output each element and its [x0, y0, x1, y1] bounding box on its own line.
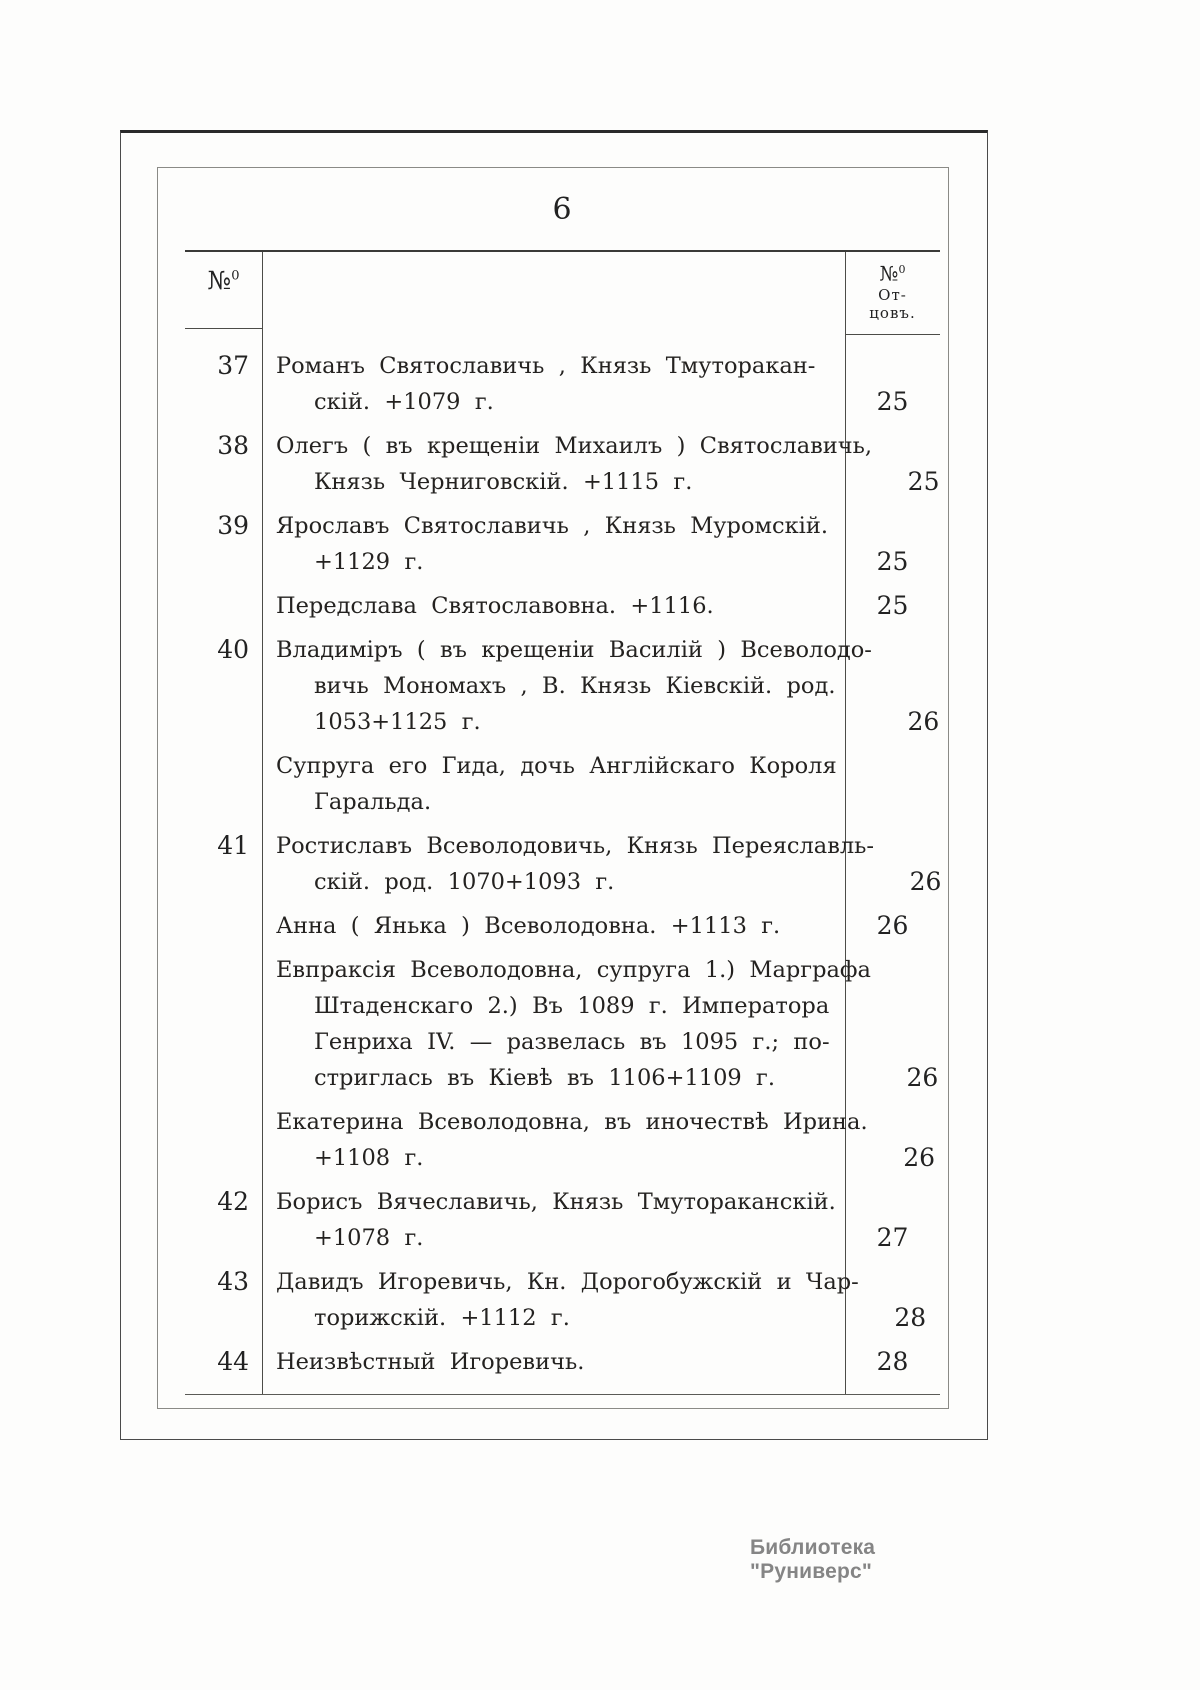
entry-number [185, 748, 262, 820]
entry-text [262, 632, 876, 740]
father-number [845, 1184, 940, 1256]
entry-line: вичь Мономахъ , В. Князь Кіевскій. род. [314, 673, 836, 699]
entry-text [262, 1184, 845, 1256]
entry-text [262, 1264, 863, 1336]
father-number [845, 748, 940, 820]
column-header-fathers-no [845, 258, 940, 286]
entry-line: Евпраксія Всеволодовна, супруга 1.) Марграфа [276, 957, 871, 983]
entry-line: Генриха IV. — развелась въ 1095 г.; по- [314, 1029, 830, 1055]
father-number-value: 26 [876, 911, 909, 940]
table-row [185, 588, 940, 624]
father-number [845, 588, 940, 624]
father-number [878, 828, 973, 900]
page-number: 6 [552, 192, 573, 227]
entry-line: Ярославъ Святославичь , Князь Муромскій. [276, 513, 829, 539]
number-superscript: 0 [231, 268, 240, 284]
father-number [875, 952, 970, 1096]
table-body [185, 348, 940, 1388]
father-number [845, 1344, 940, 1380]
entry-text [262, 952, 875, 1096]
entry-number: 41 [217, 831, 249, 860]
father-number [845, 348, 940, 420]
entry-line: скій. род. 1070+1093 г. [314, 869, 615, 895]
column-header-number [185, 266, 262, 295]
header-underline-right [846, 334, 940, 335]
entry-line: Владиміръ ( въ крещеніи Василій ) Всеволодо- [276, 637, 872, 663]
father-number-value: 28 [894, 1303, 927, 1332]
entry-number: 43 [217, 1267, 249, 1296]
entry-number: 42 [217, 1187, 249, 1216]
entry-text [262, 1344, 845, 1380]
entry-number [185, 1104, 262, 1176]
table-row [185, 632, 940, 740]
father-number-value: 25 [876, 387, 909, 416]
entry-line: Неизвѣстный Игоревичь. [276, 1349, 585, 1375]
table-row [185, 1344, 940, 1380]
entry-number: 44 [217, 1347, 249, 1376]
table-row [185, 348, 940, 420]
father-number-value: 25 [876, 547, 909, 576]
table-row [185, 1264, 940, 1336]
entry-line: Супруга его Гида, дочь Англійскаго Короля [276, 753, 837, 779]
entry-text [262, 508, 845, 580]
father-number-value: 25 [907, 467, 940, 496]
header-underline-left [185, 328, 262, 329]
entry-line: скій. +1079 г. [314, 389, 494, 415]
entry-number [185, 952, 262, 1096]
table-row [185, 508, 940, 580]
entry-line: +1129 г. [314, 549, 424, 575]
father-number [876, 428, 971, 500]
entry-line: Гаральда. [314, 789, 432, 815]
father-number [872, 1104, 967, 1176]
father-number-value: 25 [876, 591, 909, 620]
column-header-number-label: № [207, 266, 232, 295]
entry-text [262, 428, 876, 500]
father-number-value: 26 [903, 1143, 936, 1172]
father-number [863, 1264, 958, 1336]
table-row [185, 748, 940, 820]
entry-line: 1053+1125 г. [314, 709, 481, 735]
entry-text [262, 748, 845, 820]
entry-text [262, 1104, 872, 1176]
fathers-no-sign: № [879, 261, 899, 286]
father-number [876, 632, 971, 740]
entry-line: +1078 г. [314, 1225, 424, 1251]
entry-line: Давидъ Игоревичь, Кн. Дорогобужскій и Чар- [276, 1269, 859, 1295]
entry-line: Анна ( Янька ) Всеволодовна. +1113 г. [276, 913, 781, 939]
column-header-fathers-line2: цовъ. [869, 303, 916, 322]
entry-line: Ростиславъ Всеволодовичь, Князь Переяславль- [276, 833, 875, 859]
entry-text [262, 828, 878, 900]
entry-number: 40 [217, 635, 249, 664]
table-row [185, 952, 940, 1096]
entry-text [262, 348, 845, 420]
father-number-value: 28 [876, 1347, 909, 1376]
table-row [185, 908, 940, 944]
column-header-fathers-line1: От- [878, 285, 907, 304]
entry-line: Борисъ Вячеславичь, Князь Тмутораканскій. [276, 1189, 836, 1215]
entry-line: Передслава Святославовна. +1116. [276, 593, 714, 619]
library-watermark: Библиотека "Руниверс" [750, 1536, 876, 1583]
entry-line: Екатерина Всеволодовна, въ иночествѣ Ирина. [276, 1109, 868, 1135]
entry-number: 39 [217, 511, 249, 540]
entry-line: Романъ Святославичь , Князь Тмуторакан- [276, 353, 816, 379]
entry-line: +1108 г. [314, 1145, 424, 1171]
entry-number: 37 [217, 351, 249, 380]
table-row [185, 828, 940, 900]
entry-text [262, 588, 845, 624]
father-number-value: 26 [907, 707, 940, 736]
entry-number: 38 [217, 431, 249, 460]
entry-number [185, 908, 262, 944]
entry-line: торижскій. +1112 г. [314, 1305, 570, 1331]
father-number-value: 26 [909, 867, 942, 896]
table-row [185, 428, 940, 500]
table-row [185, 1104, 940, 1176]
father-number [845, 908, 940, 944]
table-row [185, 1184, 940, 1256]
entry-number [185, 588, 262, 624]
entry-line: Штаденскаго 2.) Въ 1089 г. Императора [314, 993, 830, 1019]
entry-line: Князь Черниговскій. +1115 г. [314, 469, 693, 495]
column-header-fathers [845, 258, 940, 322]
father-number-value: 27 [876, 1223, 909, 1252]
entry-line: стриглась въ Кіевѣ въ 1106+1109 г. [314, 1065, 775, 1091]
entry-text [262, 908, 845, 944]
entry-line: Олегъ ( въ крещеніи Михаилъ ) Святославичь, [276, 433, 873, 459]
father-number-value: 26 [906, 1063, 939, 1092]
genealogy-table [185, 250, 940, 1395]
father-number [845, 508, 940, 580]
number-superscript: 0 [898, 263, 906, 276]
